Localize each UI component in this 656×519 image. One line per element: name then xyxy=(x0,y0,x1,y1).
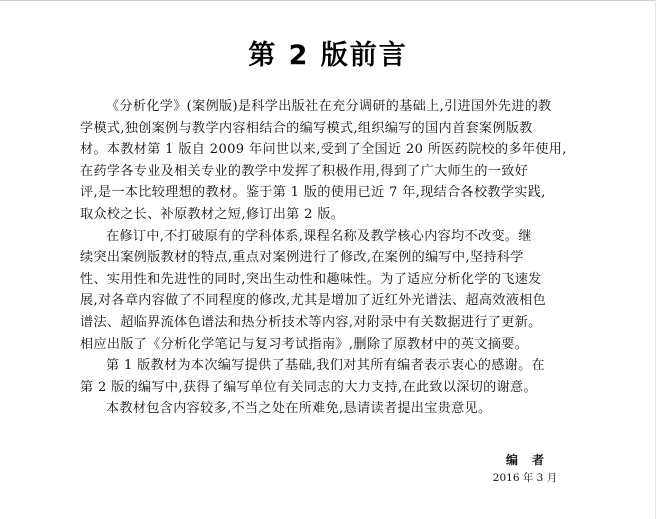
signature-date: 2016 年 3 月 xyxy=(492,472,558,484)
text-line: 续突出案例版教材的特点,重点对案例进行了修改,在案例的编写中,坚持科学 xyxy=(80,250,524,266)
text-line: 取众校之长、补原教材之短,修订出第 2 版。 xyxy=(80,206,345,222)
text-line: 谱法、超临界流体色谱法和热分析技术等内容,对附录中有关数据进行了更新。 xyxy=(80,314,542,330)
signature-block xyxy=(470,452,580,486)
text-line: 第 2 版的编写中,获得了编写单位有关同志的大力支持,在此致以深切的谢意。 xyxy=(80,379,537,395)
text-line: 材。本教材第 1 版自 2009 年问世以来,受到了全国近 20 所医药院校的多年使用, xyxy=(80,142,567,158)
text-line: 性、实用性和先进性的同时,突出生动性和趣味性。为了适应分析化学的飞速发 xyxy=(80,271,542,287)
text-line: 第 1 版教材为本次编写提供了基础,我们对其所有编者表示衷心的感谢。在 xyxy=(106,358,545,374)
text-line: 展,对各章内容做了不同程度的修改,尤其是增加了近红外光谱法、超高效液相色 xyxy=(80,293,547,309)
text-line: 评,是一本比较理想的教材。鉴于第 1 版的使用已近 7 年,现结合各校教学实践, xyxy=(80,185,546,201)
page-title: 第 2 版前言 xyxy=(248,40,408,71)
text-line: 《分析化学》(案例版)是科学出版社在充分调研的基础上,引进国外先进的教 xyxy=(106,99,552,114)
editor-signature: 编者 xyxy=(505,453,558,467)
text-line: 学模式,独创案例与教学内容相结合的编写模式,组织编写的国内首套案例版教 xyxy=(80,120,533,136)
text-line: 相应出版了《分析化学笔记与复习考试指南》,删除了原教材中的英文摘要。 xyxy=(80,336,529,352)
text-line: 在修订中,不打破原有的学科体系,课程名称及教学核心内容均不改变。继 xyxy=(106,228,532,244)
text-line: 本教材包含内容较多,不当之处在所难免,恳请读者提出宝贵意见。 xyxy=(106,401,492,417)
text-line: 在药学各专业及相关专业的教学中发挥了积极作用,得到了广大师生的一致好 xyxy=(80,163,529,179)
page-top-edge xyxy=(0,0,656,1)
preface-body xyxy=(80,96,585,420)
